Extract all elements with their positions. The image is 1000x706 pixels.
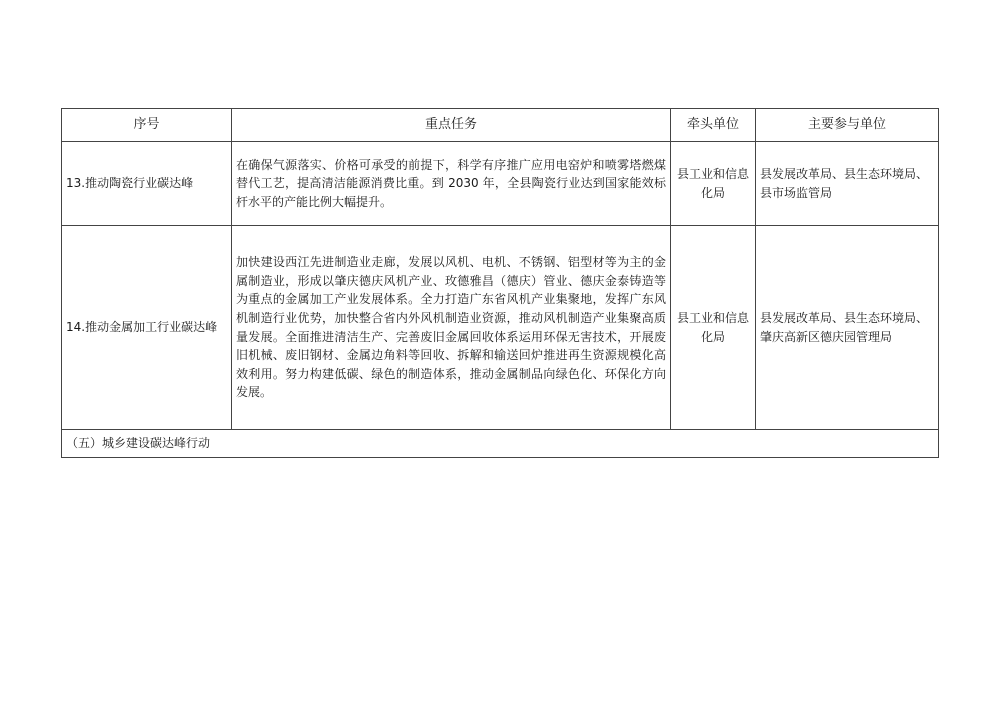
table-row [62,226,939,430]
section-heading-row [62,430,939,458]
row-lead-unit: 县工业和信息化局 [671,142,756,226]
row-seq: 14.推动金属加工行业碳达峰 [62,226,232,430]
row-participant-units: 县发展改革局、县生态环境局、县市场监管局 [756,142,939,226]
row-lead-unit: 县工业和信息化局 [671,226,756,430]
table-row [62,142,939,226]
table-header-row [62,109,939,142]
header-participant-units: 主要参与单位 [756,109,939,142]
row-task: 加快建设西江先进制造业走廊，发展以风机、电机、不锈钢、铝型材等为主的金属制造业，形成以肇庆德庆风机产业、玫德雅昌（德庆）管业、德庆金泰铸造等为重点的金属加工产业发展体系。全力打造广东省风机产业集聚地，发挥广东风机制造行业优势，加快整合省内外风机制造业资源，推动风机制造产业集聚高质量发展。全面推进清洁生产、完善废旧金属回收体系运用环保无害技术，开展废旧机械、废旧钢材、金属边角料等回收、拆解和输送回炉推进再生资源规模化高效利用。努力构建低碳、绿色的制造体系，推动金属制品向绿色化、环保化方向发展。 [232,226,671,430]
row-seq: 13.推动陶瓷行业碳达峰 [62,142,232,226]
header-lead-unit: 牵头单位 [671,109,756,142]
row-task: 在确保气源落实、价格可承受的前提下，科学有序推广应用电窑炉和喷雾塔燃煤替代工艺，提高清洁能源消费比重。到 2030 年，全县陶瓷行业达到国家能效标杆水平的产能比例大幅提升。 [232,142,671,226]
key-tasks-table [61,108,939,458]
header-seq: 序号 [62,109,232,142]
section-heading: （五）城乡建设碳达峰行动 [62,430,939,458]
row-participant-units: 县发展改革局、县生态环境局、肇庆高新区德庆园管理局 [756,226,939,430]
header-task: 重点任务 [232,109,671,142]
